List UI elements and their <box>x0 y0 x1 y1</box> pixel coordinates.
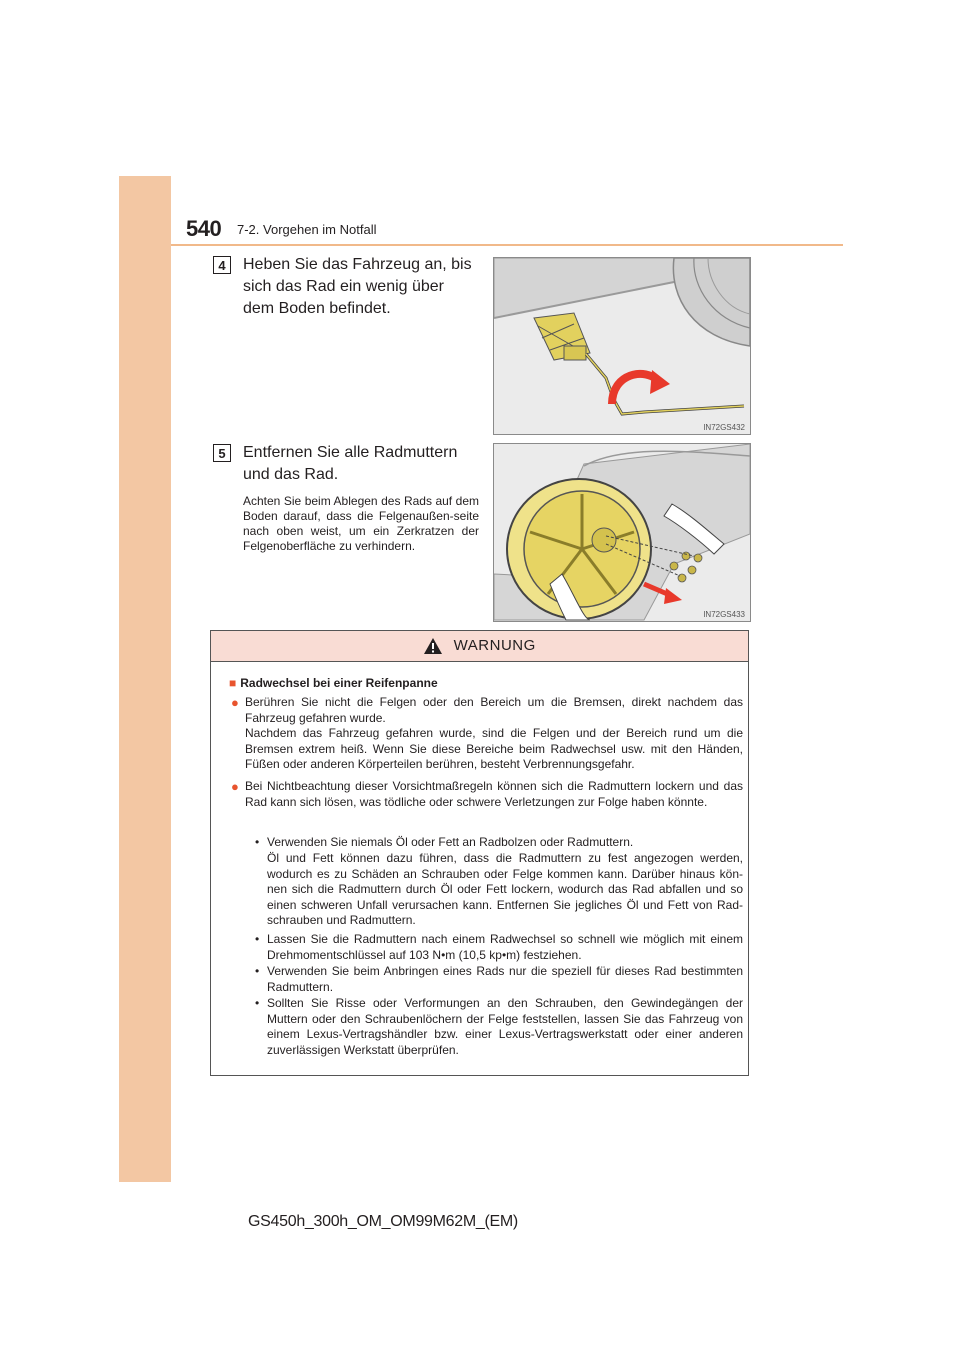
warning-sub-item: • Sollten Sie Risse oder Verformungen an den Schrauben, den Gewindegängen der Muttern oder den Schraubenlöchern der Felge feststellen, lassen Sie das Fahrzeug von einem Lexus-Vertragshändler bzw. einer Lexus-Vertragswerkstatt oder einer anderen zuverlässigen Werkstatt überprüfen. <box>255 996 743 1057</box>
step-number-5: 5 <box>213 444 231 462</box>
jack-illustration <box>494 258 750 434</box>
warning-sub-item: • Lassen Sie die Radmuttern nach einem Radwechsel so schnell wie möglich mit einem Drehmomentschlüssel auf 103 N•m (10,5 kp•m) festziehen. <box>255 932 743 962</box>
step-4-text: Heben Sie das Fahrzeug an, bis sich das Rad ein wenig über dem Boden befindet. <box>243 256 472 317</box>
warning-heading: ■ Radwechsel bei einer Reifenpanne <box>229 676 438 690</box>
warning-sub-item: • Verwenden Sie beim Anbringen eines Rads nur die speziell für dieses Rad bestimmten Radmuttern. <box>255 964 743 994</box>
square-bullet-icon: ■ <box>229 676 237 690</box>
warning-header <box>211 631 748 662</box>
header-rule <box>171 244 843 246</box>
warning-triangle-icon <box>423 637 443 655</box>
warning-sub-item: • Verwenden Sie niemals Öl oder Fett an Radbolzen oder Radmuttern. <box>255 835 634 849</box>
warning-bullet-detail: Nachdem das Fahrzeug gefahren wurde, sind die Felgen und der Bereich rund um die Bremsen extrem heiß. Wenn Sie diese Bereiche beim Radwechsel usw. mit den Händen, Füßen oder anderen Körperteilen berühren, besteht Verbrennungsgefahr. <box>245 726 743 771</box>
step-5-text: Entfernen Sie alle Radmuttern und das Rad. <box>243 444 458 483</box>
bullet-dot-icon: ● <box>231 695 239 710</box>
page-number: 540 <box>186 216 222 241</box>
warning-bullet: ● Berühren Sie nicht die Felgen oder den Bereich um die Bremsen, direkt nachdem das Fahrzeug gefahren wurde. <box>231 695 743 725</box>
bullet-dot-icon: ● <box>231 779 239 794</box>
section-title: 7-2. Vorgehen im Notfall <box>237 222 377 237</box>
figure-code: IN72GS432 <box>703 423 745 432</box>
step-number-4: 4 <box>213 256 231 274</box>
jack-figure <box>493 257 751 435</box>
figure-code: IN72GS433 <box>703 610 745 619</box>
warning-sub-detail: Öl und Fett können dazu führen, dass die Radmuttern zu fest angezogen werden, wodurch es zu Schäden an Schrauben oder Felge kommen kann. Darüber hinaus kön-nen sich die Radmuttern durch Öl oder Fett lockern, wodurch das Rad abfallen und so einen schweren Unfall verursachen kann. Entfernen Sie jegliches Öl und Fett von Rad-schrauben und Radmuttern. <box>267 851 743 927</box>
warning-label: WARNUNG <box>453 637 536 654</box>
footer-doc-code: GS450h_300h_OM_OM99M62M_(EM) <box>248 1213 518 1230</box>
sidebar-tab <box>119 176 171 1182</box>
warning-bullet: ● Bei Nichtbeachtung dieser Vorsichtmaßregeln können sich die Radmuttern lockern und das Rad kann sich lösen, was tödliche oder schwere Verletzungen zur Folge haben könnte. <box>231 779 743 809</box>
warning-box <box>210 630 749 1076</box>
step-5-note: Achten Sie beim Ablegen des Rads auf dem Boden darauf, dass die Felgenaußen-seite nach oben weist, um ein Zerkratzen der Felgenoberfläche zu verhindern. <box>243 494 479 553</box>
wheel-figure <box>493 443 751 622</box>
wheel-illustration <box>494 444 750 621</box>
